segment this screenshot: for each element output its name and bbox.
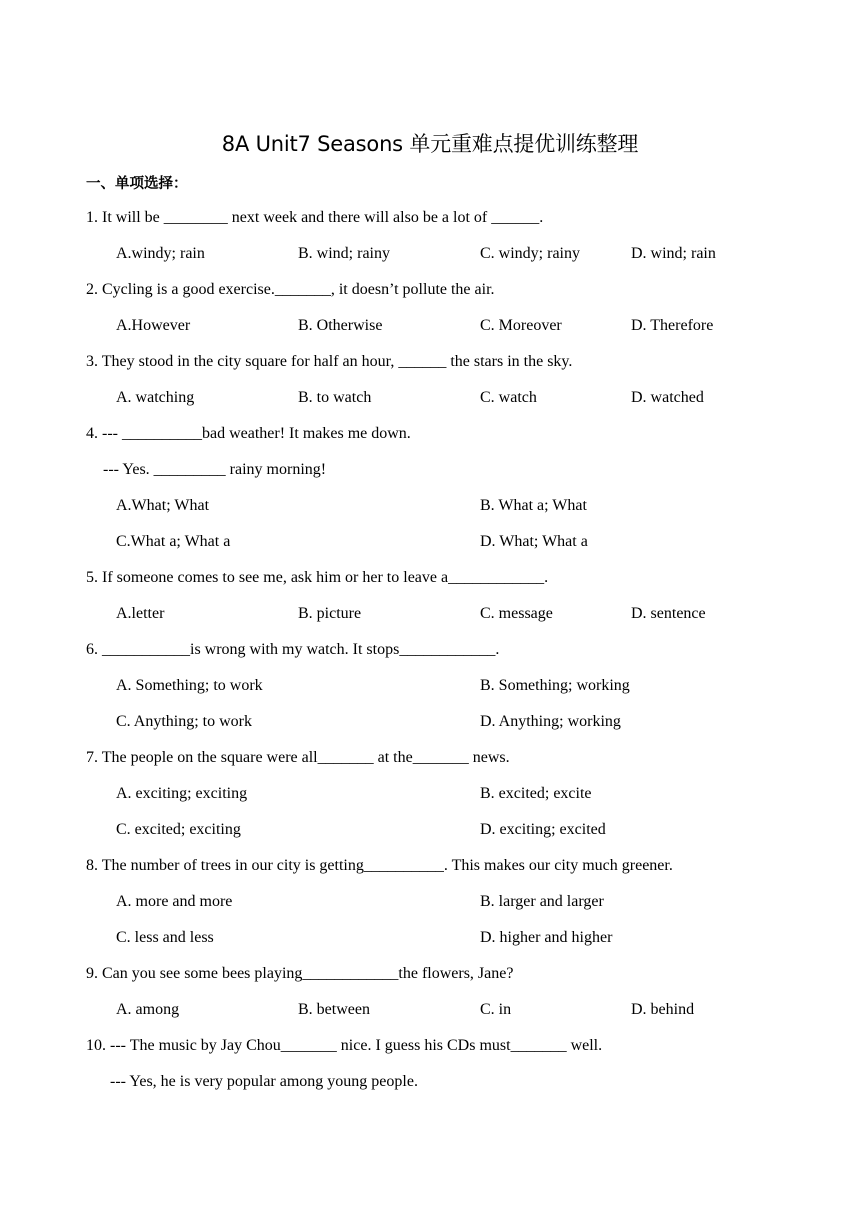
option-d: D. What; What a: [480, 533, 588, 550]
option-c: C. watch: [480, 389, 537, 406]
option-b: B. excited; excite: [480, 785, 592, 802]
option-d: D. Anything; working: [480, 713, 621, 730]
option-b: B. between: [298, 1001, 370, 1018]
option-b: B. What a; What: [480, 497, 587, 514]
option-d: D. watched: [631, 389, 704, 406]
option-d: D. sentence: [631, 605, 706, 622]
option-a: A. among: [116, 1001, 180, 1018]
option-c: C. Anything; to work: [116, 713, 253, 730]
option-c: C. excited; exciting: [116, 821, 241, 838]
option-d: D. exciting; excited: [480, 821, 606, 838]
option-b: B. Otherwise: [298, 317, 383, 334]
option-a: A. exciting; exciting: [116, 785, 248, 802]
option-c: C. windy; rainy: [480, 245, 580, 262]
option-b: B. wind; rainy: [298, 245, 390, 262]
option-a: A.However: [116, 317, 191, 334]
option-d: D. wind; rain: [631, 245, 716, 262]
option-b: B. to watch: [298, 389, 372, 406]
question-stem: 4. --- __________bad weather! It makes me down.: [86, 425, 411, 442]
question-stem: 8. The number of trees in our city is getting__________. This makes our city much greener.: [86, 857, 673, 874]
question-reply: --- Yes. _________ rainy morning!: [103, 461, 327, 478]
question-stem: 7. The people on the square were all_______ at the_______ news.: [86, 749, 510, 766]
option-c: C. Moreover: [480, 317, 562, 334]
question-stem: 6. ___________is wrong with my watch. It stops____________.: [86, 641, 500, 658]
question-stem: 1. It will be ________ next week and there will also be a lot of ______.: [86, 209, 544, 226]
option-c: C. in: [480, 1001, 512, 1018]
question-stem: 10. --- The music by Jay Chou_______ nice. I guess his CDs must_______ well.: [86, 1037, 603, 1054]
option-c: C. message: [480, 605, 553, 622]
option-c: C.What a; What a: [116, 533, 231, 550]
option-d: D. behind: [631, 1001, 695, 1018]
option-b: B. Something; working: [480, 677, 630, 694]
option-a: A.What; What: [116, 497, 210, 514]
option-d: D. Therefore: [631, 317, 714, 334]
option-b: B. larger and larger: [480, 893, 604, 910]
option-b: B. picture: [298, 605, 362, 622]
option-d: D. higher and higher: [480, 929, 613, 946]
option-a: A. Something; to work: [116, 677, 263, 694]
option-a: A.letter: [116, 605, 165, 622]
option-a: A. watching: [116, 389, 195, 406]
document-title: 8A Unit7 Seasons 单元重难点提优训练整理: [221, 132, 639, 156]
question-stem: 5. If someone comes to see me, ask him or her to leave a____________.: [86, 569, 549, 586]
question-reply: --- Yes, he is very popular among young people.: [110, 1073, 418, 1090]
question-stem: 3. They stood in the city square for half an hour, ______ the stars in the sky.: [86, 353, 573, 370]
question-stem: 2. Cycling is a good exercise._______, it doesn’t pollute the air.: [86, 281, 495, 298]
option-a: A. more and more: [116, 893, 233, 910]
question-stem: 9. Can you see some bees playing____________the flowers, Jane?: [86, 965, 514, 982]
section-heading: 一、单项选择：: [86, 176, 188, 192]
option-c: C. less and less: [116, 929, 214, 946]
option-a: A.windy; rain: [116, 245, 205, 262]
